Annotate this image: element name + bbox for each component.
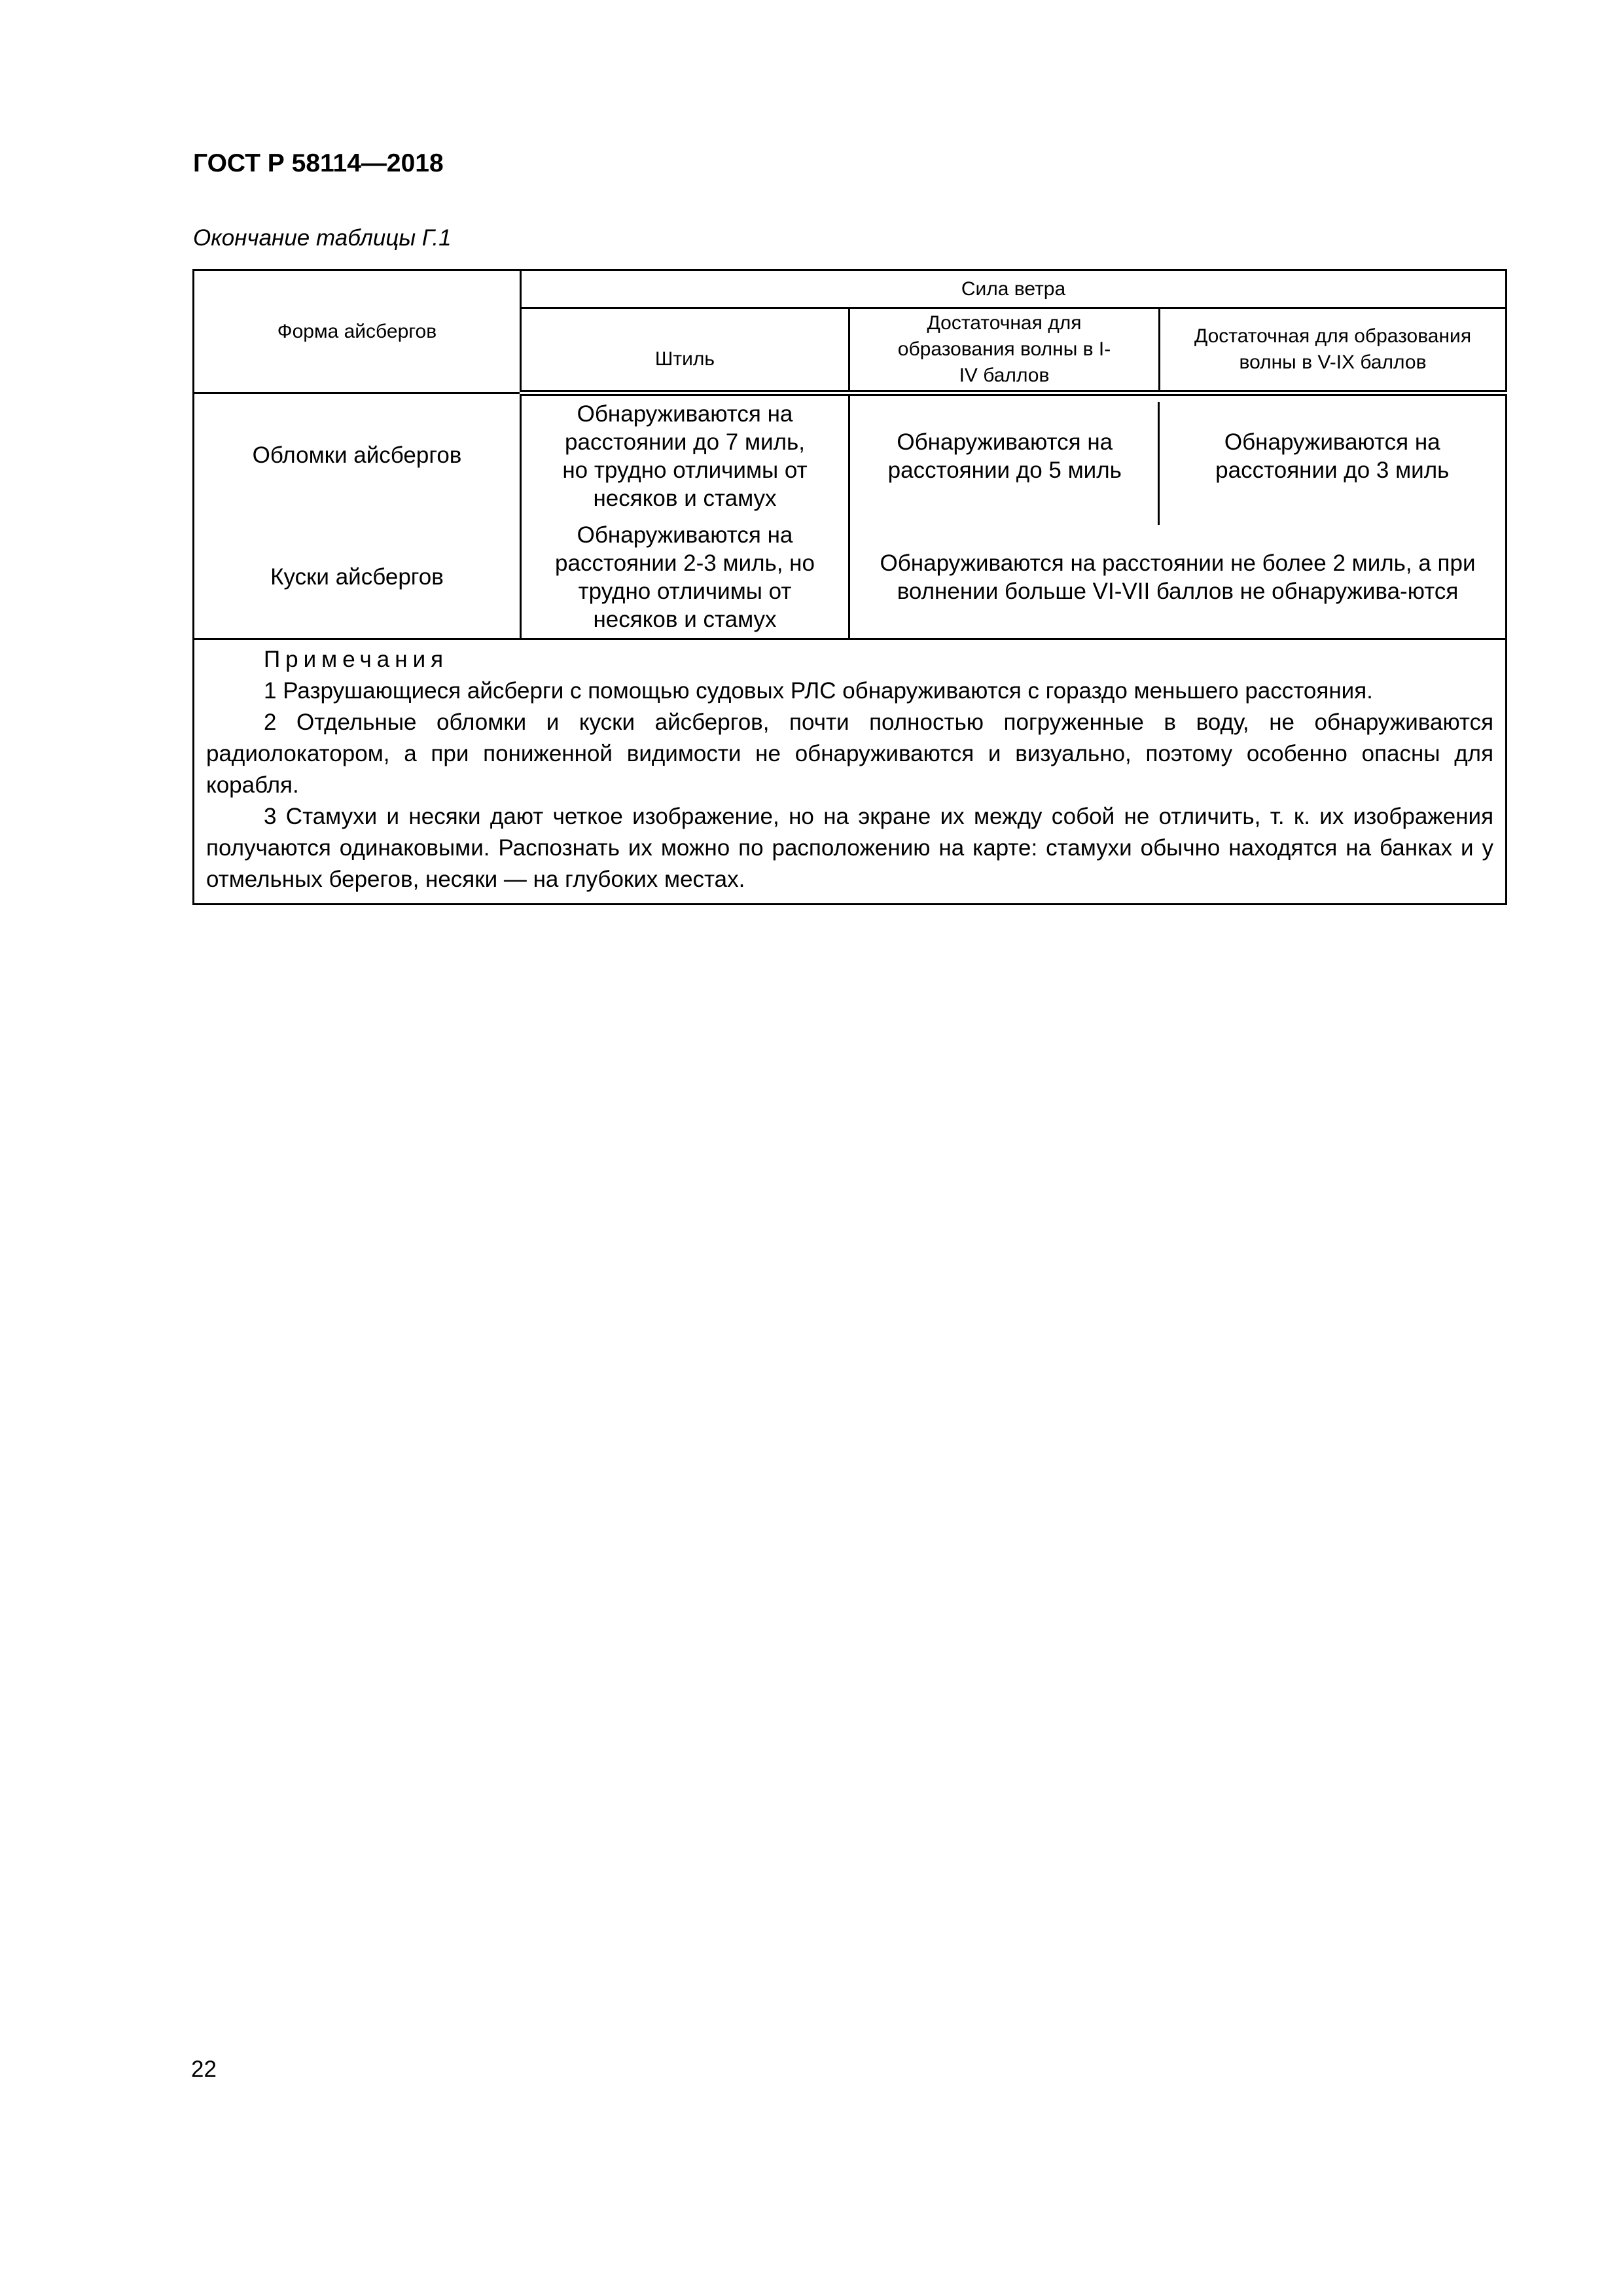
header-calm-cell <box>521 308 849 393</box>
header-mid-wind-label: Достаточная для образования волны в I-IV баллов <box>897 312 1111 386</box>
row2-mid-high-cell <box>849 516 1507 639</box>
note-item-3: 3 Стамухи и несяки дают четкое изображение, но на экране их между собой не отличить, т. к. их изображения получаются одинаковыми. Распознать их можно по расположению на карте: стамухи обычно находятся на банках и у отмельных берегов, несяки — на глубоких местах. <box>206 804 1494 892</box>
row1-mid-cell <box>849 393 1160 516</box>
row2-mid-high: Обнаруживаются на расстоянии не более 2 миль, а при волнении больше VI-VII баллов не обнаружива-ются <box>880 550 1476 604</box>
table-caption: Окончание таблицы Г.1 <box>193 225 452 251</box>
row1-calm-cell <box>521 393 849 516</box>
row1-high-cell <box>1160 393 1507 516</box>
notes-cell <box>194 639 1507 905</box>
notes-row <box>194 639 1507 905</box>
row1-column-separator <box>1158 402 1160 525</box>
row1-form-cell <box>194 393 521 516</box>
iceberg-detection-table <box>192 269 1507 905</box>
table-row <box>194 393 1507 516</box>
header-wind-force-label: Сила ветра <box>961 278 1066 300</box>
notes-title: Примечания <box>264 647 449 672</box>
row2-calm: Обнаруживаются на расстоянии 2-3 миль, но трудно отличимы от несяков и стамух <box>555 522 815 632</box>
header-high-wind-cell <box>1160 308 1507 393</box>
table-row <box>194 516 1507 639</box>
table-container <box>192 269 1505 905</box>
row2-form: Куски айсбергов <box>270 564 444 590</box>
row2-form-cell <box>194 516 521 639</box>
row1-form: Обломки айсбергов <box>252 442 462 468</box>
row1-mid: Обнаруживаются на расстоянии до 5 миль <box>887 429 1122 483</box>
row2-calm-cell <box>521 516 849 639</box>
row1-calm: Обнаруживаются на расстоянии до 7 миль, но трудно отличимы от несяков и стамух <box>562 401 808 511</box>
header-mid-wind-cell <box>849 308 1160 393</box>
header-high-wind-label: Достаточная для образования волны в V-IX баллов <box>1194 325 1472 373</box>
header-form-cell <box>194 270 521 393</box>
row1-high: Обнаруживаются на расстоянии до 3 миль <box>1215 429 1450 483</box>
header-calm-label: Штиль <box>654 348 715 370</box>
note-item-2: 2 Отдельные обломки и куски айсбергов, почти полностью погруженные в воду, не обнаруживаются радиолокатором, а при пониженной видимости не обнаруживаются и визуально, поэтому особенно опасны для корабля. <box>206 709 1494 798</box>
page-number: 22 <box>191 2056 217 2082</box>
document-code: ГОСТ Р 58114—2018 <box>193 149 444 177</box>
note-item-1: 1 Разрушающиеся айсберги с помощью судовых РЛС обнаруживаются с гораздо меньшего расстояния. <box>264 678 1373 704</box>
header-form-label: Форма айсбергов <box>277 320 437 342</box>
header-wind-force-cell <box>521 270 1507 308</box>
